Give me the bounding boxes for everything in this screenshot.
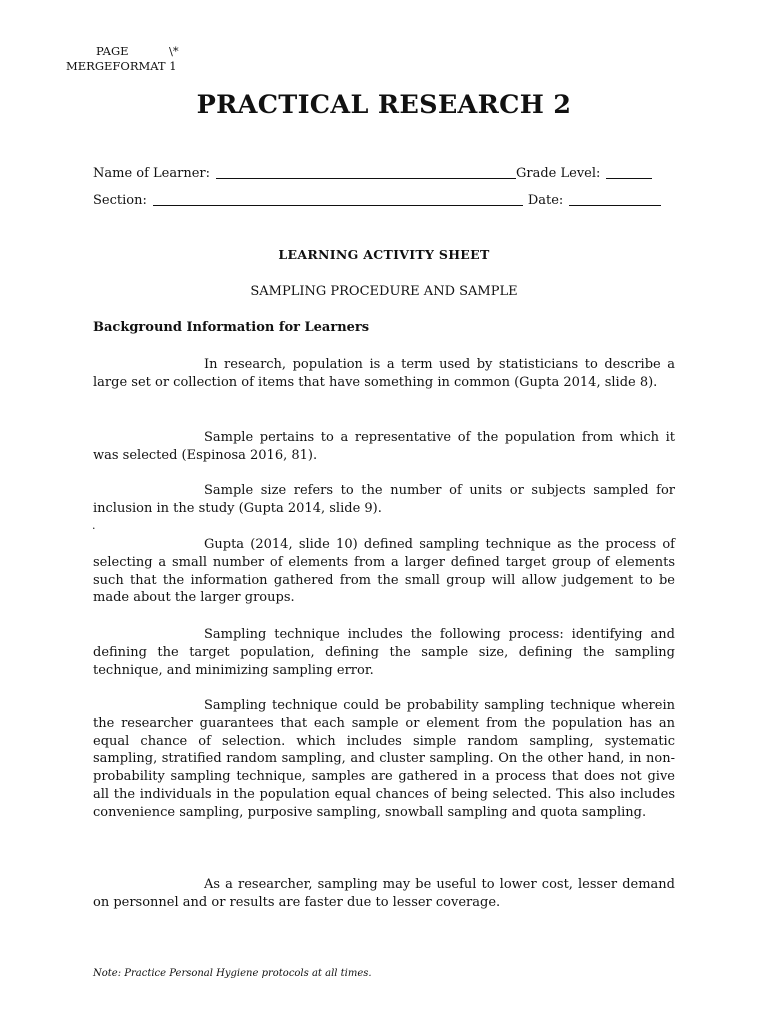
paragraph-sampling-technique: Gupta (2014, slide 10) defined sampling technique as the process of selecting a small number of elements from a larger defined target group of elements such that the information gathered from the small group will allow judgement to be made about the larger groups. — [93, 537, 675, 606]
grade-blank[interactable] — [606, 164, 652, 179]
grade-label: Grade Level: — [516, 166, 601, 181]
paragraph-sampling-process: Sampling technique includes the following process: identifying and defining the target population, defining the sample size, defining the sampling technique, and minimizing sampling error. — [93, 627, 675, 678]
learner-info-line — [93, 164, 675, 181]
field-code-switch: \* — [169, 44, 179, 58]
section-info-line — [93, 191, 675, 208]
paragraph-probability-sampling: Sampling technique could be probability sampling technique wherein the researcher guarantees that each sample or element from the population has an equal chance of selection. which includes simple random sampling, systematic sampling, stratified random sampling, and cluster sampling. On the other hand, in non-probability sampling technique, samples are gathered in a process that does not give all the individuals in the population equal chances of being selected. This also includes convenience sampling, purposive sampling, snowball sampling and quota sampling. — [93, 698, 675, 820]
date-blank[interactable] — [569, 191, 661, 206]
stray-mark: . — [92, 519, 96, 532]
field-code-page: PAGE — [96, 44, 129, 58]
section-blank[interactable] — [153, 191, 523, 206]
paragraph-sample: Sample pertains to a representative of the population from which it was selected (Espinosa 2016, 81). — [93, 430, 675, 463]
paragraph-population: In research, population is a term used by statisticians to describe a large set or collection of items that have something in common (Gupta 2014, slide 8). — [93, 357, 675, 390]
name-label: Name of Learner: — [93, 166, 210, 181]
date-label: Date: — [527, 193, 564, 208]
footer-note: Note: Practice Personal Hygiene protocols at all times. — [93, 968, 372, 979]
section-label: Section: — [93, 193, 147, 208]
name-blank[interactable] — [216, 164, 516, 179]
field-code-merge: MERGEFORMAT 1 — [66, 59, 177, 73]
paragraph-sample-size: Sample size refers to the number of units or subjects sampled for inclusion in the study (Gupta 2014, slide 9). — [93, 483, 675, 516]
sheet-heading: LEARNING ACTIVITY SHEET — [278, 247, 490, 262]
background-heading: Background Information for Learners — [93, 320, 370, 335]
paragraph-sampling-benefits: As a researcher, sampling may be useful to lower cost, lesser demand on personnel and or results are faster due to lesser coverage. — [93, 877, 675, 910]
page-title: PRACTICAL RESEARCH 2 — [196, 90, 572, 120]
topic-heading: SAMPLING PROCEDURE AND SAMPLE — [250, 284, 518, 299]
page-field-code — [66, 44, 236, 74]
